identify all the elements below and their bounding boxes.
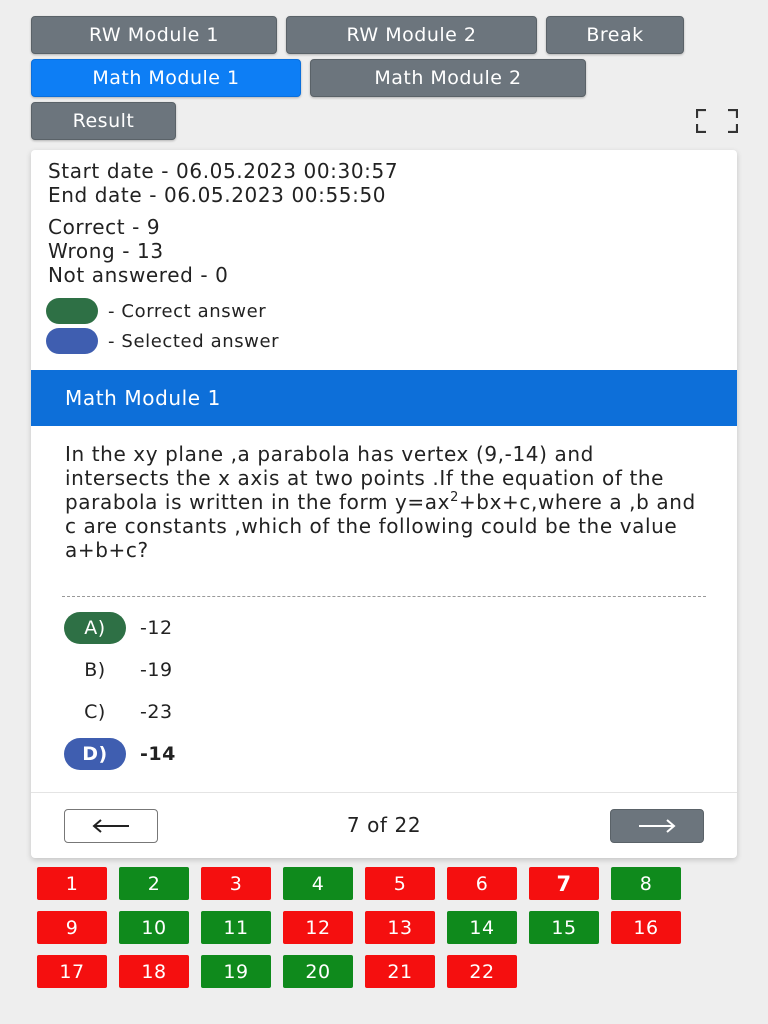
question-number-button[interactable]: 14 (447, 911, 517, 944)
tab-math-module-2[interactable]: Math Module 2 (310, 59, 586, 97)
tab-result[interactable]: Result (31, 102, 176, 140)
option-c-letter: C) (84, 701, 106, 723)
module-tabs (0, 0, 768, 150)
end-date: End date - 06.05.2023 00:55:50 (48, 183, 387, 207)
question-number-button[interactable]: 21 (365, 955, 435, 988)
question-number-button[interactable]: 12 (283, 911, 353, 944)
question-number-button[interactable]: 8 (611, 867, 681, 900)
question-number-button[interactable]: 5 (365, 867, 435, 900)
result-card (31, 150, 737, 858)
arrow-right-icon (637, 818, 677, 834)
option-d-letter: D) (64, 738, 126, 770)
option-d[interactable] (64, 738, 176, 770)
option-d-value: -14 (140, 743, 176, 765)
question-exponent: 2 (450, 490, 459, 505)
question-number-button[interactable]: 17 (37, 955, 107, 988)
option-b-value: -19 (140, 659, 173, 681)
option-a-letter: A) (64, 612, 126, 644)
question-number-button[interactable]: 6 (447, 867, 517, 900)
tab-math-module-1[interactable]: Math Module 1 (31, 59, 301, 97)
question-number-button[interactable]: 9 (37, 911, 107, 944)
question-text (65, 442, 705, 562)
option-c[interactable] (64, 696, 173, 728)
tab-rw-module-1[interactable]: RW Module 1 (31, 16, 277, 54)
question-number-button[interactable]: 13 (365, 911, 435, 944)
option-a[interactable] (64, 612, 173, 644)
legend-selected (46, 328, 279, 354)
option-b[interactable] (64, 654, 173, 686)
question-number-button[interactable]: 18 (119, 955, 189, 988)
question-number-button[interactable]: 11 (201, 911, 271, 944)
question-number-button[interactable]: 7 (529, 867, 599, 900)
question-number-button[interactable]: 2 (119, 867, 189, 900)
option-c-value: -23 (140, 701, 173, 723)
question-text-part-1: In the xy plane ,a parabola has vertex (9,-14) and intersects the x axis at two points .If the equation of the parabola is written in the form y=ax (65, 442, 665, 514)
wrong-count: Wrong - 13 (48, 239, 164, 263)
option-a-value: -12 (140, 617, 173, 639)
footer-divider (31, 792, 737, 793)
next-button[interactable] (610, 809, 704, 843)
correct-answer-swatch (46, 298, 98, 324)
question-number-button[interactable]: 22 (447, 955, 517, 988)
question-number-button[interactable]: 15 (529, 911, 599, 944)
option-b-letter: B) (84, 659, 106, 681)
question-number-button[interactable]: 1 (37, 867, 107, 900)
legend-selected-label: - Selected answer (108, 330, 280, 352)
question-text-part-2: +bx+c,where a ,b and c are constants ,which of the following could be the value a+b+c? (65, 490, 696, 562)
fullscreen-icon[interactable] (696, 109, 738, 133)
legend-correct (46, 298, 266, 324)
divider (62, 596, 706, 597)
not-answered-count: Not answered - 0 (48, 263, 229, 287)
question-number-button[interactable]: 3 (201, 867, 271, 900)
legend-correct-label: - Correct answer (108, 300, 267, 322)
tab-break[interactable]: Break (546, 16, 684, 54)
question-number-button[interactable]: 16 (611, 911, 681, 944)
tab-rw-module-2[interactable]: RW Module 2 (286, 16, 537, 54)
selected-answer-swatch (46, 328, 98, 354)
correct-count: Correct - 9 (48, 215, 161, 239)
page-counter: 7 of 22 (346, 813, 422, 837)
question-number-button[interactable]: 4 (283, 867, 353, 900)
start-date: Start date - 06.05.2023 00:30:57 (48, 159, 399, 183)
module-header: Math Module 1 (31, 370, 737, 426)
question-number-button[interactable]: 20 (283, 955, 353, 988)
question-number-button[interactable]: 10 (119, 911, 189, 944)
question-number-button[interactable]: 19 (201, 955, 271, 988)
